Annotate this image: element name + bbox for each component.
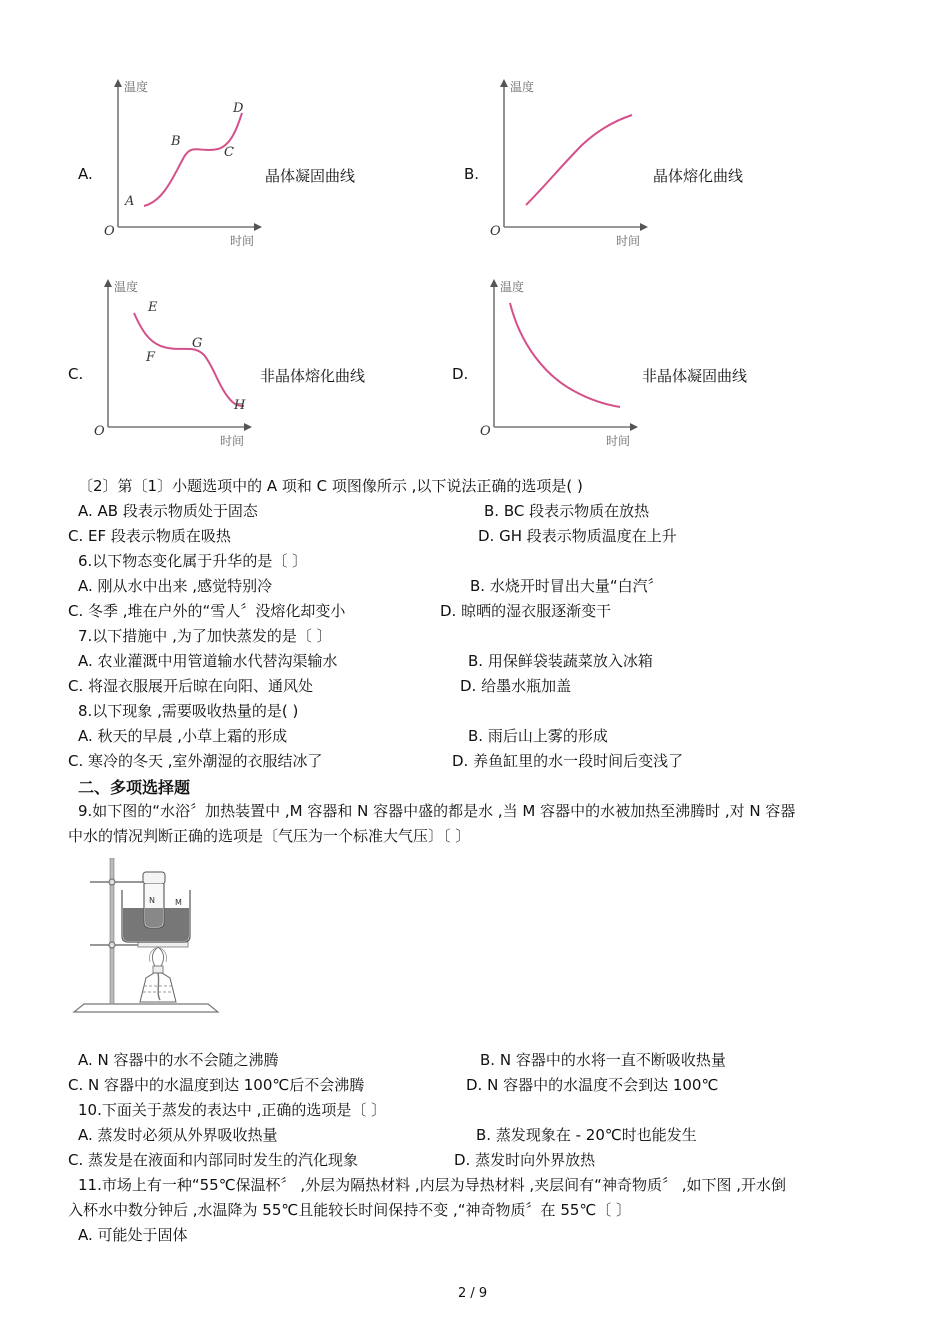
q11-stem-line1: 11.市场上有一种“55℃保温杯〞 ,外层为隔热材料 ,内层为导热材料 ,夹层间有“神奇物质〞 ,如下图 ,开水倒 [78, 1176, 787, 1194]
apparatus-svg [70, 858, 220, 1018]
y-axis-arrow [104, 279, 112, 287]
q9-option-b: B. N 容器中的水将一直不断吸收热量 [480, 1051, 726, 1069]
q6-stem: 6.以下物态变化属于升华的是〔 〕 [78, 552, 308, 570]
q5-2-option-d: D. GH 段表示物质温度在上升 [478, 527, 677, 545]
x-axis-arrow [244, 423, 252, 431]
x-axis-label: 时间 [616, 234, 641, 248]
q10-option-a: A. 蒸发时必须从外界吸收热量 [78, 1126, 278, 1144]
label-m: M [175, 898, 182, 907]
point-label-c: C [224, 145, 234, 160]
q9-stem-line1: 9.如下图的“水浴〞加热装置中 ,M 容器和 N 容器中盛的都是水 ,当 M 容器中的水被加热至沸腾时 ,对 N 容器 [78, 802, 796, 820]
q7-option-b: B. 用保鲜袋装蔬菜放入冰箱 [468, 652, 653, 670]
graph-b-curve [526, 115, 632, 205]
container-n-cap [143, 872, 165, 884]
q6-option-a: A. 刚从水中出来 ,感觉特别冷 [78, 577, 273, 595]
q10-option-d: D. 蒸发时向外界放热 [454, 1151, 596, 1169]
q11-stem-line2: 入杯水中数分钟后 ,水温降为 55℃且能较长时间保持不变 ,“神奇物质〞在 55℃〔 〕 [68, 1201, 632, 1219]
point-label-h: H [234, 398, 246, 413]
x-axis-arrow [630, 423, 638, 431]
q7-option-c: C. 将湿衣服展开后晾在向阳、通风处 [68, 677, 314, 695]
q11-option-a: A. 可能处于固体 [78, 1226, 188, 1244]
graph-b-option: B. [464, 165, 480, 183]
lamp-neck [153, 966, 163, 973]
q8-option-b: B. 雨后山上雾的形成 [468, 727, 608, 745]
q8-stem: 8.以下现象 ,需要吸收热量的是( ) [78, 702, 299, 720]
y-axis-arrow [500, 79, 508, 87]
q7-option-a: A. 农业灌溉中用管道输水代替沟渠输水 [78, 652, 338, 670]
graph-a [98, 75, 268, 250]
point-label-d: D [233, 101, 244, 116]
graph-d-option: D. [452, 365, 469, 383]
origin-label: O [104, 224, 115, 239]
q6-option-b: B. 水烧开时冒出大量“白汽〞 [470, 577, 663, 595]
y-axis-label: 温度 [124, 80, 149, 94]
origin-label: O [490, 224, 501, 239]
graph-c [88, 275, 258, 450]
q9-option-c: C. N 容器中的水温度到达 100℃后不会沸腾 [68, 1076, 365, 1094]
q9-stem-line2: 中水的情况判断正确的选项是〔气压为一个标准大气压〕〔 〕 [68, 827, 471, 845]
graph-d-caption: 非晶体凝固曲线 [642, 367, 748, 385]
x-axis-arrow [254, 223, 262, 231]
q7-stem: 7.以下措施中 ,为了加快蒸发的是〔 〕 [78, 627, 332, 645]
q10-stem: 10.下面关于蒸发的表达中 ,正确的选项是〔 〕 [78, 1101, 387, 1119]
x-axis-label: 时间 [606, 434, 631, 448]
y-axis-arrow [490, 279, 498, 287]
q9-option-a: A. N 容器中的水不会随之沸腾 [78, 1051, 279, 1069]
y-axis-label: 温度 [510, 80, 535, 94]
q9-option-d: D. N 容器中的水温度不会到达 100℃ [466, 1076, 719, 1094]
upper-clamp-knob [109, 879, 115, 885]
point-label-g: G [192, 336, 203, 351]
q5-2-option-b: B. BC 段表示物质在放热 [484, 502, 650, 520]
graph-c-svg [88, 275, 258, 450]
flame-icon [152, 947, 163, 968]
graph-a-option: A. [78, 165, 93, 183]
q6-option-d: D. 晾晒的湿衣服逐渐变干 [440, 602, 612, 620]
q8-option-c: C. 寒冷的冬天 ,室外潮湿的衣服结冰了 [68, 752, 323, 770]
water-bath-apparatus-figure [70, 858, 220, 1018]
section-title-multiple-choice: 二、多项选择题 [78, 778, 191, 797]
stand-base [74, 1004, 218, 1012]
container-n-water [145, 908, 163, 927]
q7-option-d: D. 给墨水瓶加盖 [460, 677, 572, 695]
graph-c-caption: 非晶体熔化曲线 [260, 367, 366, 385]
y-axis-arrow [114, 79, 122, 87]
graph-b-caption: 晶体熔化曲线 [653, 167, 744, 185]
flame-outer [149, 948, 166, 962]
graph-b-svg [484, 75, 654, 250]
graph-a-svg [98, 75, 268, 250]
point-label-f: F [146, 350, 156, 365]
wire-gauze [138, 942, 188, 947]
q8-option-a: A. 秋天的早晨 ,小草上霜的形成 [78, 727, 288, 745]
page-number: 2 / 9 [458, 1286, 488, 1301]
graph-b [484, 75, 654, 250]
q6-option-c: C. 冬季 ,堆在户外的“雪人〞没熔化却变小 [68, 602, 346, 620]
q10-option-c: C. 蒸发是在液面和内部同时发生的汽化现象 [68, 1151, 359, 1169]
point-label-b: B [171, 134, 181, 149]
q5-2-option-a: A. AB 段表示物质处于固态 [78, 502, 258, 520]
y-axis-label: 温度 [114, 280, 139, 294]
point-label-e: E [148, 300, 158, 315]
q10-option-b: B. 蒸发现象在 - 20℃时也能发生 [476, 1126, 697, 1144]
y-axis-label: 温度 [500, 280, 525, 294]
q5-2-stem: 〔2〕第〔1〕小题选项中的 A 项和 C 项图像所示 ,以下说法正确的选项是( ) [78, 477, 583, 495]
x-axis-label: 时间 [220, 434, 245, 448]
point-label-a: A [125, 194, 135, 209]
q8-option-d: D. 养鱼缸里的水一段时间后变浅了 [452, 752, 684, 770]
origin-label: O [480, 424, 491, 439]
graph-c-option: C. [68, 365, 84, 383]
label-n: N [149, 896, 155, 905]
graph-d [474, 275, 644, 450]
graph-a-caption: 晶体凝固曲线 [265, 167, 356, 185]
graph-d-curve [510, 303, 620, 407]
origin-label: O [94, 424, 105, 439]
q5-2-option-c: C. EF 段表示物质在吸热 [68, 527, 231, 545]
lower-clamp-knob [109, 942, 115, 948]
x-axis-arrow [640, 223, 648, 231]
x-axis-label: 时间 [230, 234, 255, 248]
graph-d-svg [474, 275, 644, 450]
